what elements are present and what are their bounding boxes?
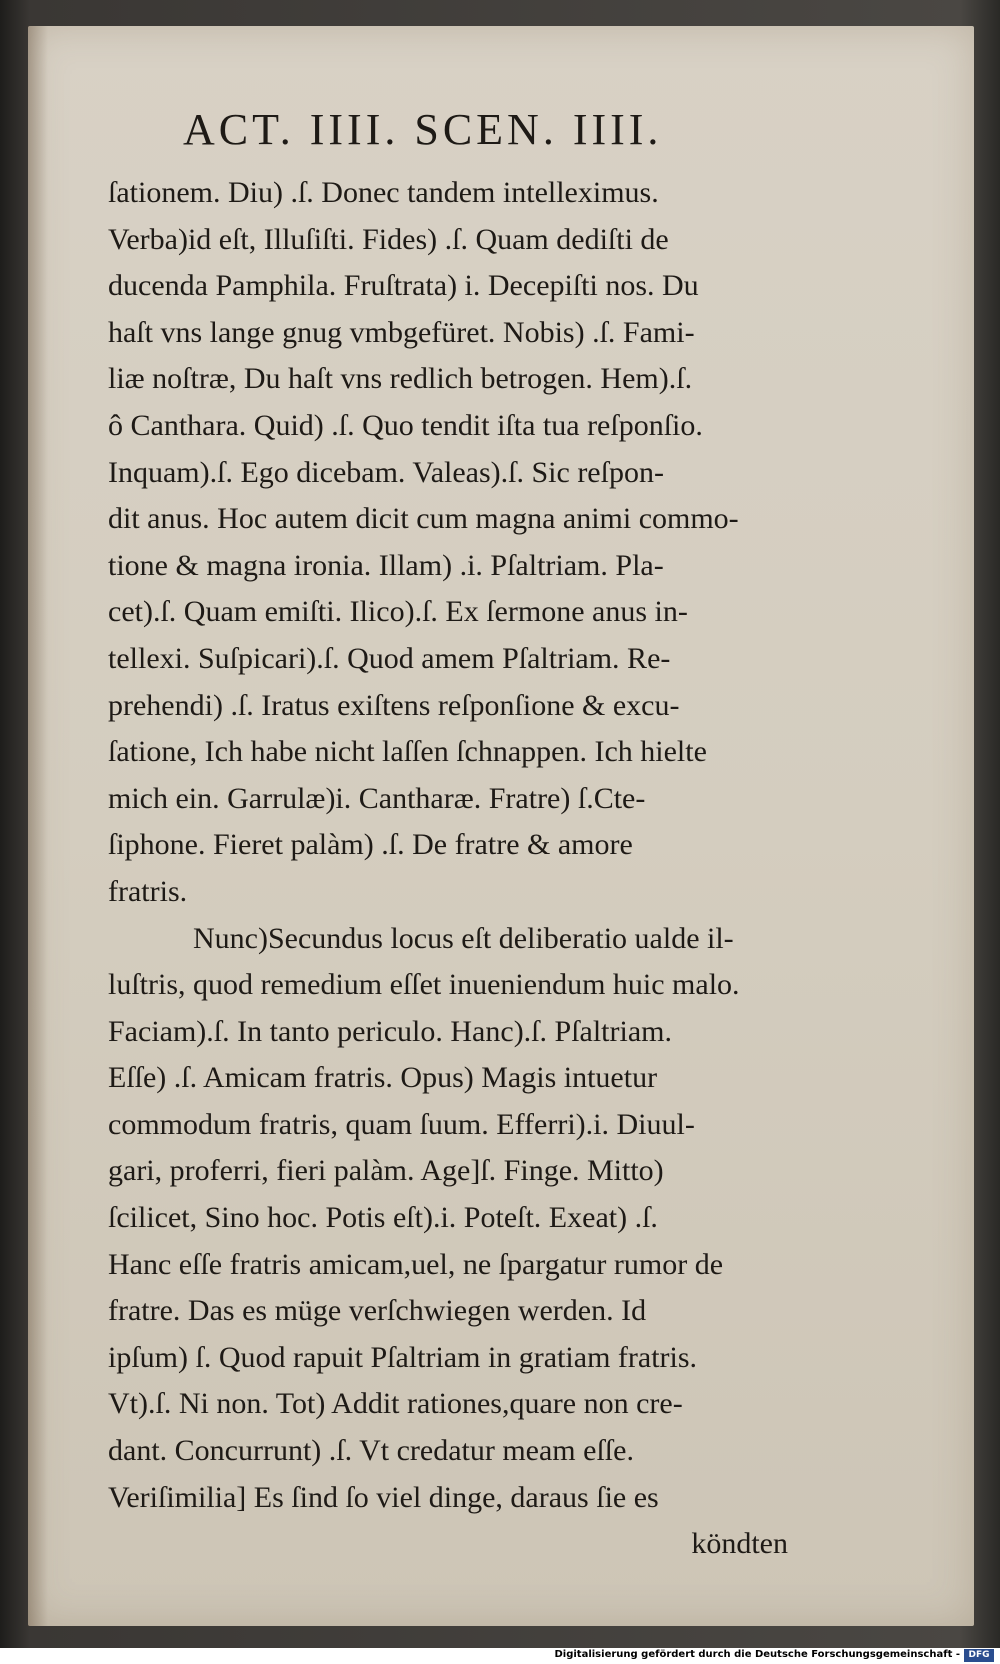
text-line-paragraph-start: Nunc)Secundus locus eſt deliberatio ualde il- <box>193 921 734 955</box>
text-line: Verba)id eſt, Illuſiſti. Fides) .ſ. Quam dediſti de <box>108 222 669 256</box>
text-line: gari, proferri, fieri palàm. Age]ſ. Finge. Mitto) <box>108 1154 664 1188</box>
page-text <box>108 170 788 1568</box>
catchword: köndten <box>691 1527 788 1561</box>
dfg-logo: DFG <box>964 1649 994 1662</box>
text-line: Inquam).ſ. Ego dicebam. Valeas).ſ. Sic reſpon- <box>108 455 664 489</box>
text-line: tione & magna ironia. Illam) .i. Pſaltriam. Pla- <box>108 548 664 582</box>
book-page <box>28 26 974 1626</box>
text-line: dit anus. Hoc autem dicit cum magna animi commo- <box>108 502 739 536</box>
text-line: commodum fratris, quam ſuum. Efferri).i. Diuul- <box>108 1107 695 1141</box>
text-line: tellexi. Suſpicari).ſ. Quod amem Pſaltriam. Re- <box>108 641 671 675</box>
text-line: ſcilicet, Sino hoc. Potis eſt).i. Poteſt. Exeat) .ſ. <box>108 1201 658 1235</box>
text-line: Vt).ſ. Ni non. Tot) Addit rationes,quare non cre- <box>108 1387 683 1421</box>
text-line: ipſum) ſ. Quod rapuit Pſaltriam in gratiam fratris. <box>108 1340 698 1374</box>
text-line: Faciam).ſ. In tanto periculo. Hanc).ſ. Pſaltriam. <box>108 1014 672 1048</box>
text-line: ſatione, Ich habe nicht laſſen ſchnappen. Ich hielte <box>108 735 707 769</box>
digitization-credit: Digitalisierung gefördert durch die Deutsche Forschungsgemeinschaft - <box>554 1649 960 1660</box>
text-line: fratre. Das es müge verſchwiegen werden. Id <box>108 1294 647 1328</box>
text-line: prehendi) .ſ. Iratus exiſtens reſponſione & excu- <box>108 688 680 722</box>
running-header: ACT. IIII. SCEN. IIII. <box>183 105 663 154</box>
text-line: Hanc eſſe fratris amicam,uel, ne ſpargatur rumor de <box>108 1247 724 1281</box>
text-line: luſtris, quod remedium eſſet inueniendum huic malo. <box>108 968 740 1002</box>
text-line: liæ noſtræ, Du haſt vns redlich betrogen. Hem).ſ. <box>108 362 693 396</box>
text-line: ô Canthara. Quid) .ſ. Quo tendit iſta tua reſponſio. <box>108 408 703 442</box>
text-line: cet).ſ. Quam emiſti. Ilico).ſ. Ex ſermone anus in- <box>108 595 688 629</box>
text-line: ſiphone. Fieret palàm) .ſ. De fratre & amore <box>108 828 633 862</box>
text-line: Veriſimilia] Es ſind ſo viel dinge, daraus ſie es <box>108 1480 659 1514</box>
text-line: dant. Concurrunt) .ſ. Vt credatur meam eſſe. <box>108 1434 634 1468</box>
text-line: ſationem. Diu) .ſ. Donec tandem intelleximus. <box>108 176 659 209</box>
text-line: Eſſe) .ſ. Amicam fratris. Opus) Magis intuetur <box>108 1061 658 1095</box>
text-line: mich ein. Garrulæ)i. Cantharæ. Fratre) ſ.Cte- <box>108 781 646 815</box>
text-line: fratris. <box>108 874 188 908</box>
text-line: haſt vns lange gnug vmbgefüret. Nobis) .ſ. Fami- <box>108 315 695 349</box>
text-line: ducenda Pamphila. Fruſtrata) i. Decepiſti nos. Du <box>108 269 699 303</box>
